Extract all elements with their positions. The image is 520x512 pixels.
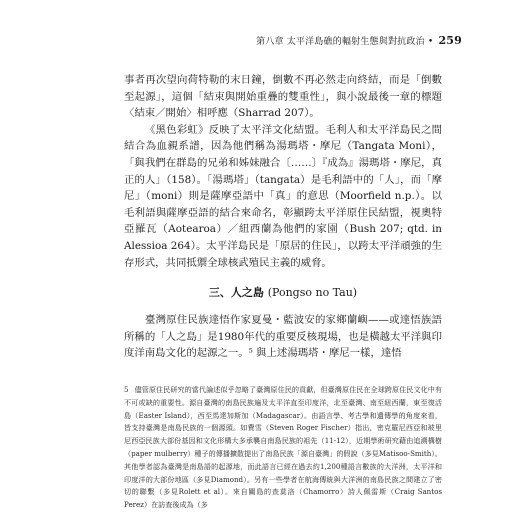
main-text: [124, 72, 442, 271]
paragraph-continued: 事者再次望向荷特勒的末日鐘，倒數不再必然走向終結，而是「倒數至起源」，這個「結束與開始重疊的雙重性」，與小說最後一章的標題〈結束／開始〉相呼應（Sharrad 207）。: [124, 74, 442, 120]
page-number: 259: [438, 34, 462, 47]
section-text: [124, 312, 442, 362]
footnote: [124, 384, 442, 512]
section-heading: [124, 284, 442, 300]
header-separator: •: [427, 37, 434, 47]
section-subtitle: (Pongso no Tau): [267, 286, 358, 299]
running-header: [250, 34, 462, 47]
footnote-text: 儘管原住民研究的當代論述似乎忽略了臺灣原住民的貢獻，但臺灣原住民在全球跨原住民文化中有不可或缺的重要性。源自臺灣的南島民族遍及太平洋直至印度洋，北至臺灣、南至紐西蘭，東至復活島（Easter Island），西至馬達加斯加（Madagascar）。由語言學、考古學和遺傳學的角度來看，皆支持臺灣是南島民族的一個源頭。如費雪（Steven Roger Fischer）指出，密克羅尼西亞和玻里尼西亞民族大部份基因和文化形構大多承襲自南島民族的祖先（11-12），近期學術研究藉由追溯構樹（paper mulberry）種子的傳播擴散提出了南島民族「源自臺灣」的假說（多見Matisoo-Smith）。其他學者認為臺灣是南島語的起源地，而此語言已經在過去約1,200種語言數族的大洋洲，太平洋和印度洋的大部份地區（多見Diamond）。另有一些學者在航海傳統與大洋洲的南島民族之間建立了密切的聯繫（多見Rolett et al）。來自關島的查莫洛（Chamorro）詩人佩雷斯（Craig Santos Perez）在訪查後成為（多: [124, 385, 442, 510]
chapter-title: 第八章 太平洋島礁的輻射生態與對抗政治: [256, 37, 425, 47]
section-title: 三、人之島: [208, 286, 264, 299]
paragraph-section-intro: 臺灣原住民族達悟作家夏曼・藍波安的家鄉蘭嶼——或達悟族語所稱的「人之島」是1980年代的重要反核現場，也是橫越太平洋與印度洋南島文化的起源之一。⁵ 與上述湯瑪塔・摩尼一樣，達悟: [124, 314, 442, 360]
paragraph-black-rainbow: 《黑色彩虹》反映了太平洋文化結盟。毛利人和太平洋島民之間結合為血親系譜，因為他們稱為湯瑪塔・摩尼（Tangata Moni），「與我們在群島的兄弟和姊妹融合〔……〕『成為』湯瑪塔・摩尼，真正的人」（158）。「湯瑪塔」（tangata）是毛利語中的「人」，而「摩尼」（moni）則是薩摩亞語中「真」的意思（Moorfield n.p.）。以毛利語與薩摩亞語的結合來命名，彰顯跨太平洋原住民結盟，視奧特亞羅瓦（Aotearoa）／紐西蘭為他們的家園（Bush 207; qtd. in Alessioa 264）。太平洋島民是「原居的住民」，以跨太平洋頑強的生存形式，共同抵禦全球核武殖民主義的威脅。: [124, 123, 442, 269]
footnote-number: 5: [124, 385, 129, 394]
